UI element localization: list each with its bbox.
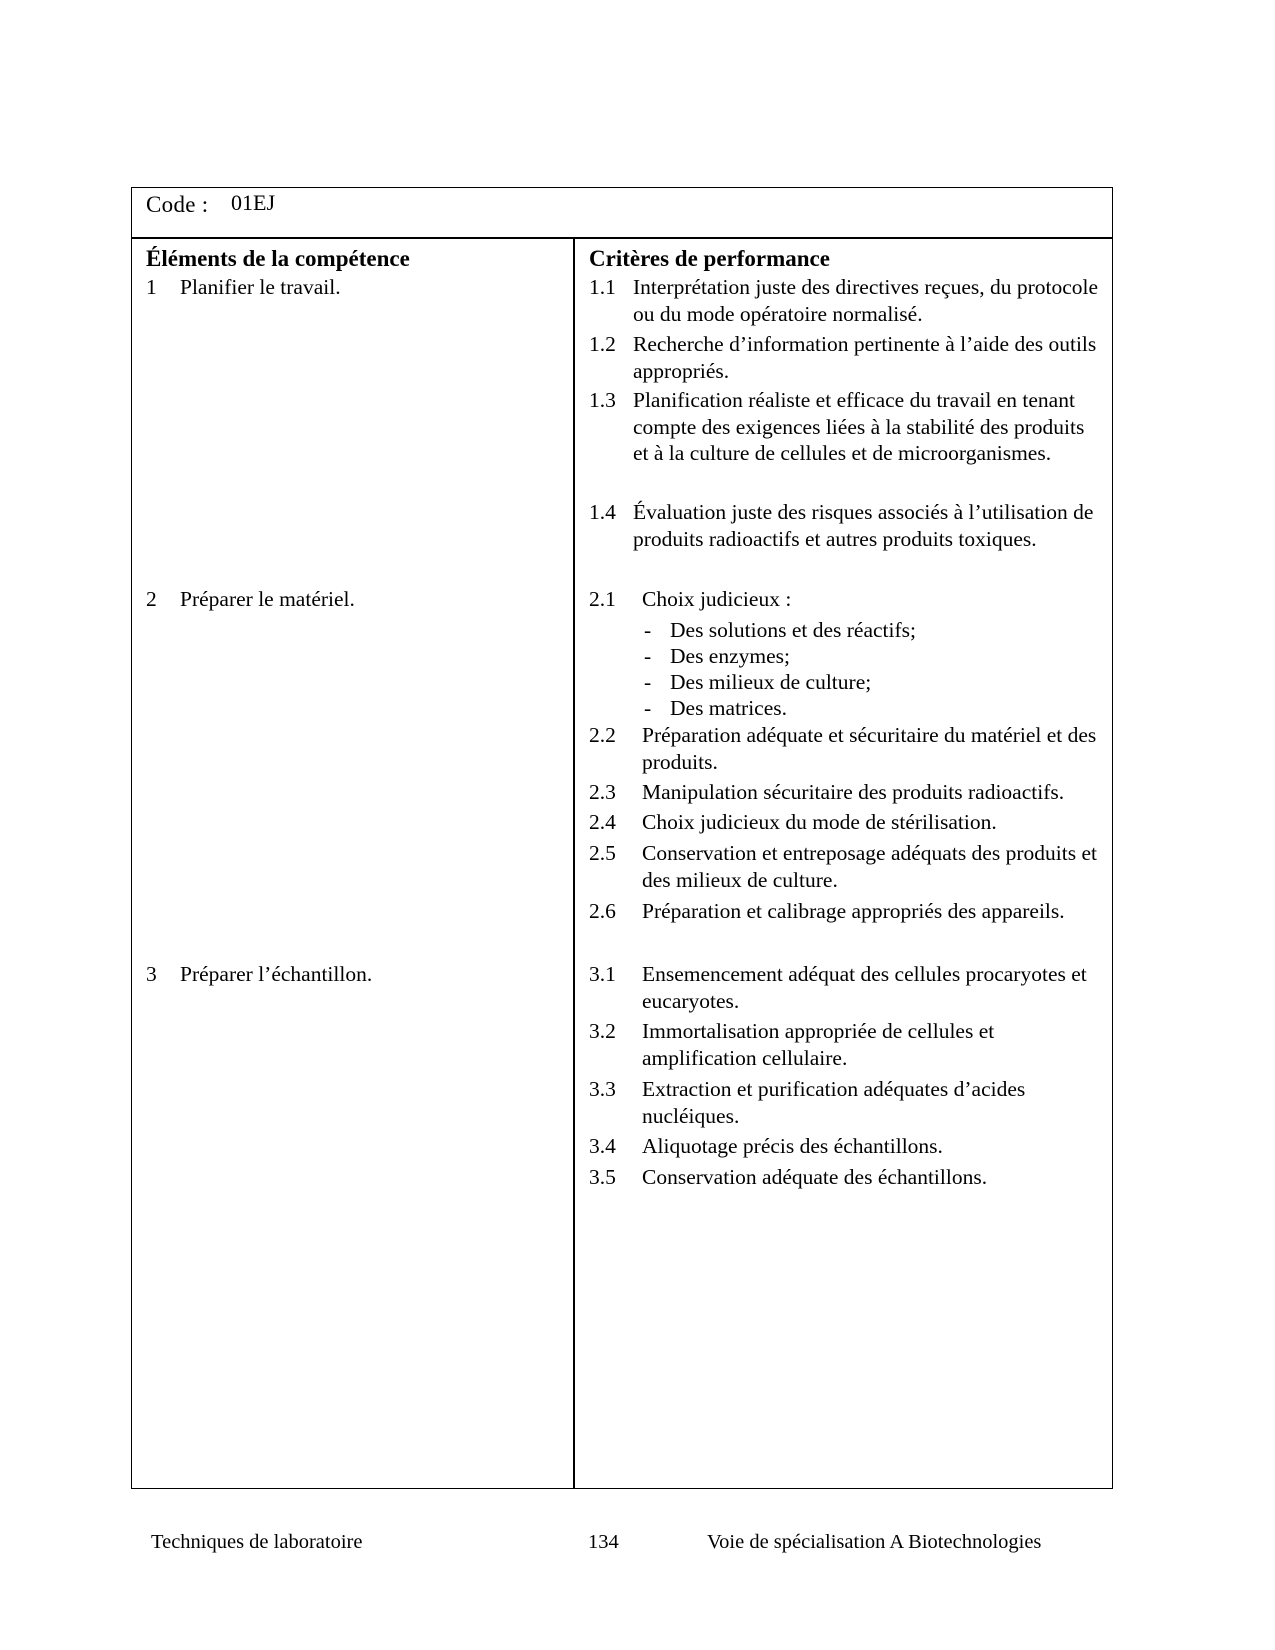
criterion-item xyxy=(589,1164,987,1191)
criterion-bullet-list xyxy=(642,617,916,721)
element-label: Préparer le matériel. xyxy=(180,587,355,611)
criterion-item xyxy=(589,809,997,836)
criterion-number: 3.5 xyxy=(589,1165,616,1189)
criterion-text: Conservation et entreposage adéquats des produits et des milieux de culture. xyxy=(642,841,1097,892)
elements-column xyxy=(146,244,566,986)
criterion-item xyxy=(589,274,1104,327)
bullet-item xyxy=(642,617,916,643)
criterion-text: Interprétation juste des directives reçues, du protocole ou du mode opératoire normalisé. xyxy=(633,275,1099,326)
criterion-text: Immortalisation appropriée de cellules et amplification cellulaire. xyxy=(642,1019,995,1070)
element-item xyxy=(146,586,355,613)
criterion-text: Ensemencement adéquat des cellules procaryotes et eucaryotes. xyxy=(642,962,1087,1013)
dash-bullet-icon: - xyxy=(644,643,652,668)
criterion-number: 2.3 xyxy=(589,780,616,804)
element-number: 3 xyxy=(146,962,157,986)
criterion-text: Recherche d’information pertinente à l’aide des outils appropriés. xyxy=(633,332,1097,383)
footer-page-number: 134 xyxy=(588,1531,619,1553)
criterion-text: Choix judicieux : xyxy=(642,587,792,611)
bullet-item xyxy=(642,695,916,721)
criterion-number: 3.3 xyxy=(589,1077,616,1101)
bullet-text: Des matrices. xyxy=(670,695,788,720)
criterion-number: 1.2 xyxy=(589,332,616,356)
criterion-number: 2.4 xyxy=(589,810,616,834)
criterion-item xyxy=(589,331,1104,384)
criterion-item xyxy=(589,387,1104,467)
element-label: Préparer l’échantillon. xyxy=(180,962,373,986)
criteria-header: Critères de performance xyxy=(589,246,830,271)
bullet-text: Des enzymes; xyxy=(670,643,791,668)
dash-bullet-icon: - xyxy=(644,617,652,642)
criterion-item xyxy=(589,961,1104,1014)
criterion-text: Choix judicieux du mode de stérilisation. xyxy=(642,810,997,834)
element-label: Planifier le travail. xyxy=(180,275,341,299)
column-divider xyxy=(573,239,575,1488)
code-label: Code : xyxy=(146,192,209,217)
bullet-item xyxy=(642,669,916,695)
competence-table xyxy=(131,187,1113,1489)
criterion-number: 1.4 xyxy=(589,500,616,524)
element-item xyxy=(146,961,372,988)
criterion-text: Aliquotage précis des échantillons. xyxy=(642,1134,943,1158)
criterion-number: 1.1 xyxy=(589,275,616,299)
criterion-number: 3.2 xyxy=(589,1019,616,1043)
criterion-item xyxy=(589,586,916,721)
criterion-item xyxy=(589,840,1104,893)
criterion-text: Manipulation sécuritaire des produits radioactifs. xyxy=(642,780,1065,804)
code-value: 01EJ xyxy=(231,190,275,215)
bullet-item xyxy=(642,643,916,669)
criterion-number: 3.1 xyxy=(589,962,616,986)
criterion-item xyxy=(589,779,1064,806)
criterion-text: Planification réaliste et efficace du travail en tenant compte des exigences liées à la stabilité des produits et à la culture de cellules et de microorganismes. xyxy=(633,388,1085,465)
criterion-item xyxy=(589,722,1104,775)
criterion-item xyxy=(589,1076,1104,1129)
criterion-number: 3.4 xyxy=(589,1134,616,1158)
footer-program-title: Techniques de laboratoire xyxy=(151,1531,363,1553)
element-item xyxy=(146,274,341,301)
criterion-number: 2.2 xyxy=(589,723,616,747)
criterion-text: Préparation adéquate et sécuritaire du matériel et des produits. xyxy=(642,723,1097,774)
criterion-item xyxy=(589,1018,1104,1071)
element-number: 1 xyxy=(146,275,157,299)
criterion-text: Conservation adéquate des échantillons. xyxy=(642,1165,988,1189)
dash-bullet-icon: - xyxy=(644,695,652,720)
criteria-column xyxy=(589,244,1104,1189)
criterion-item xyxy=(589,898,1065,925)
code-row xyxy=(132,188,1112,239)
bullet-text: Des milieux de culture; xyxy=(670,669,872,694)
criterion-number: 2.5 xyxy=(589,841,616,865)
criterion-number: 2.1 xyxy=(589,587,616,611)
criterion-text: Préparation et calibrage appropriés des appareils. xyxy=(642,899,1065,923)
elements-header: Éléments de la compétence xyxy=(146,246,410,271)
dash-bullet-icon: - xyxy=(644,669,652,694)
bullet-text: Des solutions et des réactifs; xyxy=(670,617,917,642)
element-number: 2 xyxy=(146,587,157,611)
footer-specialization: Voie de spécialisation A Biotechnologies xyxy=(707,1531,1042,1553)
criterion-number: 1.3 xyxy=(589,388,616,412)
criterion-text: Évaluation juste des risques associés à l’utilisation de produits radioactifs et autres produits toxiques. xyxy=(633,500,1094,551)
criterion-text: Extraction et purification adéquates d’acides nucléiques. xyxy=(642,1077,1026,1128)
criterion-item xyxy=(589,499,1104,552)
criterion-number: 2.6 xyxy=(589,899,616,923)
criterion-item xyxy=(589,1133,943,1160)
